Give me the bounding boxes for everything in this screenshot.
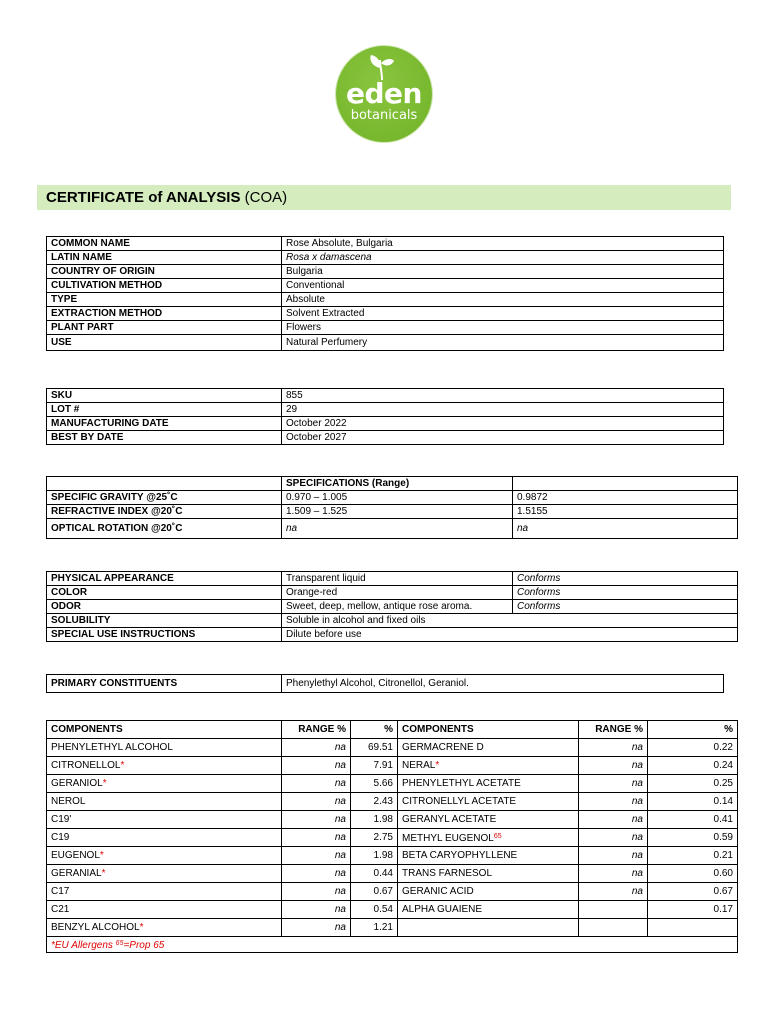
footnote-text: *EU Allergens bbox=[51, 940, 116, 951]
table-row bbox=[47, 335, 724, 351]
allergen-footnote bbox=[47, 937, 738, 953]
spec-range: na bbox=[282, 519, 513, 539]
component-name: METHYL EUGENOL$^{65}$ bbox=[398, 829, 579, 847]
logo-brand-sub: botanicals bbox=[350, 108, 418, 123]
product-info-table bbox=[46, 236, 724, 351]
component-percent: 0.44 bbox=[351, 865, 398, 883]
footnote-sup: 65 bbox=[115, 940, 124, 947]
table-row bbox=[47, 505, 738, 519]
property-label: SOLUBILITY bbox=[47, 614, 282, 628]
title-main: CERTIFICATE of ANALYSIS bbox=[46, 189, 241, 206]
table-row bbox=[47, 279, 724, 293]
table-row bbox=[47, 293, 724, 307]
field-label: PLANT PART bbox=[47, 321, 282, 335]
table-row bbox=[47, 847, 738, 865]
component-name: BETA CARYOPHYLLENE bbox=[398, 847, 579, 865]
component-percent: 2.75 bbox=[351, 829, 398, 847]
component-percent: 0.67 bbox=[351, 883, 398, 901]
logo-brand-name: eden bbox=[346, 77, 422, 110]
component-name: C21 bbox=[47, 901, 282, 919]
component-range: na bbox=[579, 811, 648, 829]
table-row bbox=[47, 307, 724, 321]
component-name: GERANIAL* bbox=[47, 865, 282, 883]
components-header: COMPONENTS bbox=[398, 721, 579, 739]
component-name: PHENYLETHYL ALCOHOL bbox=[47, 739, 282, 757]
table-row bbox=[47, 431, 724, 445]
component-range: na bbox=[282, 739, 351, 757]
eu-allergen-marker: * bbox=[435, 760, 440, 771]
component-range: na bbox=[579, 775, 648, 793]
components-header: COMPONENTS bbox=[47, 721, 282, 739]
components-table bbox=[46, 720, 738, 953]
table-row bbox=[47, 321, 724, 335]
field-value: Solvent Extracted bbox=[282, 307, 724, 321]
property-result: Conforms bbox=[513, 600, 738, 614]
property-value: Transparent liquid bbox=[282, 572, 513, 586]
property-value: Soluble in alcohol and fixed oils bbox=[282, 614, 738, 628]
spec-result: 0.9872 bbox=[513, 491, 738, 505]
spec-result: na bbox=[513, 519, 738, 539]
property-label: PHYSICAL APPEARANCE bbox=[47, 572, 282, 586]
component-name: C17 bbox=[47, 883, 282, 901]
component-percent: 0.14 bbox=[648, 793, 738, 811]
component-range: na bbox=[579, 865, 648, 883]
page-title bbox=[37, 185, 731, 210]
component-percent: 0.60 bbox=[648, 865, 738, 883]
component-percent: 2.43 bbox=[351, 793, 398, 811]
range-header: RANGE % bbox=[579, 721, 648, 739]
component-range: na bbox=[282, 793, 351, 811]
eden-botanicals-logo bbox=[336, 46, 432, 142]
lot-info-table bbox=[46, 388, 724, 445]
component-name: CITRONELLYL ACETATE bbox=[398, 793, 579, 811]
specifications-table bbox=[46, 476, 738, 539]
property-label: COLOR bbox=[47, 586, 282, 600]
component-name: EUGENOL* bbox=[47, 847, 282, 865]
table-row bbox=[47, 883, 738, 901]
table-row bbox=[47, 829, 738, 847]
table-row bbox=[47, 721, 738, 739]
component-percent: 5.66 bbox=[351, 775, 398, 793]
spec-label: REFRACTIVE INDEX @20˚C bbox=[47, 505, 282, 519]
property-label: SPECIAL USE INSTRUCTIONS bbox=[47, 628, 282, 642]
table-row bbox=[47, 937, 738, 953]
component-name: GERANYL ACETATE bbox=[398, 811, 579, 829]
table-row bbox=[47, 403, 724, 417]
percent-header: % bbox=[351, 721, 398, 739]
primary-constituents-value: Phenylethyl Alcohol, Citronellol, Geraniol. bbox=[282, 675, 724, 693]
field-label: CULTIVATION METHOD bbox=[47, 279, 282, 293]
spec-result-header bbox=[513, 477, 738, 491]
component-percent: 0.24 bbox=[648, 757, 738, 775]
component-range: na bbox=[282, 883, 351, 901]
field-label: COMMON NAME bbox=[47, 237, 282, 251]
component-percent: 1.98 bbox=[351, 847, 398, 865]
field-value: 29 bbox=[282, 403, 724, 417]
table-row bbox=[47, 586, 738, 600]
spec-range: 0.970 – 1.005 bbox=[282, 491, 513, 505]
field-label: EXTRACTION METHOD bbox=[47, 307, 282, 321]
spec-range: 1.509 – 1.525 bbox=[282, 505, 513, 519]
component-percent: 1.98 bbox=[351, 811, 398, 829]
component-range: na bbox=[282, 775, 351, 793]
component-name: GERMACRENE D bbox=[398, 739, 579, 757]
table-row bbox=[47, 389, 724, 403]
eu-allergen-marker: * bbox=[120, 760, 125, 771]
table-row bbox=[47, 865, 738, 883]
property-result: Conforms bbox=[513, 586, 738, 600]
percent-header: % bbox=[648, 721, 738, 739]
table-row bbox=[47, 519, 738, 539]
component-range: na bbox=[282, 901, 351, 919]
component-name: ALPHA GUAIENE bbox=[398, 901, 579, 919]
component-percent: 0.59 bbox=[648, 829, 738, 847]
physical-properties-table bbox=[46, 571, 738, 642]
spec-header-empty bbox=[47, 477, 282, 491]
component-range: na bbox=[579, 847, 648, 865]
field-label: BEST BY DATE bbox=[47, 431, 282, 445]
component-range: na bbox=[579, 829, 648, 847]
eu-allergen-marker: * bbox=[139, 922, 144, 933]
component-name: PHENYLETHYL ACETATE bbox=[398, 775, 579, 793]
field-label: MANUFACTURING DATE bbox=[47, 417, 282, 431]
component-percent bbox=[648, 919, 738, 937]
prop65-marker: 65 bbox=[493, 833, 502, 840]
component-percent: 0.41 bbox=[648, 811, 738, 829]
spec-label: SPECIFIC GRAVITY @25˚C bbox=[47, 491, 282, 505]
table-row bbox=[47, 417, 724, 431]
component-name: TRANS FARNESOL bbox=[398, 865, 579, 883]
component-percent: 0.17 bbox=[648, 901, 738, 919]
component-percent: 0.67 bbox=[648, 883, 738, 901]
component-percent: 69.51 bbox=[351, 739, 398, 757]
spec-label: OPTICAL ROTATION @20˚C bbox=[47, 519, 282, 539]
component-percent: 1.21 bbox=[351, 919, 398, 937]
property-label: ODOR bbox=[47, 600, 282, 614]
field-value: Natural Perfumery bbox=[282, 335, 724, 351]
field-label: SKU bbox=[47, 389, 282, 403]
component-name: NERAL* bbox=[398, 757, 579, 775]
component-name: NEROL bbox=[47, 793, 282, 811]
eu-allergen-marker: * bbox=[101, 868, 106, 879]
component-name: BENZYL ALCOHOL* bbox=[47, 919, 282, 937]
field-value: Rosa x damascena bbox=[282, 251, 724, 265]
table-row bbox=[47, 491, 738, 505]
property-value: Dilute before use bbox=[282, 628, 738, 642]
component-range: na bbox=[282, 757, 351, 775]
component-range: na bbox=[282, 829, 351, 847]
component-range: na bbox=[579, 793, 648, 811]
table-row bbox=[47, 614, 738, 628]
table-row bbox=[47, 265, 724, 279]
component-range: na bbox=[579, 739, 648, 757]
table-row bbox=[47, 793, 738, 811]
field-label: TYPE bbox=[47, 293, 282, 307]
component-range: na bbox=[282, 847, 351, 865]
table-row bbox=[47, 919, 738, 937]
table-row bbox=[47, 600, 738, 614]
field-value: Bulgaria bbox=[282, 265, 724, 279]
field-value: 855 bbox=[282, 389, 724, 403]
table-row bbox=[47, 757, 738, 775]
table-row bbox=[47, 572, 738, 586]
component-name: C19 bbox=[47, 829, 282, 847]
component-percent: 0.21 bbox=[648, 847, 738, 865]
table-row bbox=[47, 477, 738, 491]
component-name: CITRONELLOL* bbox=[47, 757, 282, 775]
component-percent: 0.25 bbox=[648, 775, 738, 793]
spec-header: SPECIFICATIONS (Range) bbox=[282, 477, 513, 491]
field-label: USE bbox=[47, 335, 282, 351]
table-row bbox=[47, 628, 738, 642]
table-row bbox=[47, 811, 738, 829]
component-range: na bbox=[282, 811, 351, 829]
component-range: na bbox=[579, 883, 648, 901]
property-value: Sweet, deep, mellow, antique rose aroma. bbox=[282, 600, 513, 614]
component-range bbox=[579, 901, 648, 919]
primary-constituents-table bbox=[46, 674, 724, 693]
field-label: LATIN NAME bbox=[47, 251, 282, 265]
title-suffix: (COA) bbox=[244, 189, 288, 206]
eu-allergen-marker: * bbox=[99, 850, 104, 861]
component-name: C19' bbox=[47, 811, 282, 829]
field-value: Absolute bbox=[282, 293, 724, 307]
component-name: GERANIC ACID bbox=[398, 883, 579, 901]
table-row bbox=[47, 675, 724, 693]
field-value: Flowers bbox=[282, 321, 724, 335]
eu-allergen-marker: * bbox=[102, 778, 107, 789]
component-range: na bbox=[282, 919, 351, 937]
component-range: na bbox=[282, 865, 351, 883]
field-value: October 2027 bbox=[282, 431, 724, 445]
component-name: GERANIOL* bbox=[47, 775, 282, 793]
table-row bbox=[47, 775, 738, 793]
component-percent: 7.91 bbox=[351, 757, 398, 775]
spec-result: 1.5155 bbox=[513, 505, 738, 519]
component-name bbox=[398, 919, 579, 937]
component-range: na bbox=[579, 757, 648, 775]
field-value: October 2022 bbox=[282, 417, 724, 431]
table-row bbox=[47, 251, 724, 265]
field-label: LOT # bbox=[47, 403, 282, 417]
footnote-text-post: =Prop 65 bbox=[123, 940, 165, 951]
table-row bbox=[47, 901, 738, 919]
component-percent: 0.22 bbox=[648, 739, 738, 757]
table-row bbox=[47, 739, 738, 757]
property-result: Conforms bbox=[513, 572, 738, 586]
property-value: Orange-red bbox=[282, 586, 513, 600]
component-percent: 0.54 bbox=[351, 901, 398, 919]
field-label: COUNTRY OF ORIGIN bbox=[47, 265, 282, 279]
component-range bbox=[579, 919, 648, 937]
primary-constituents-label: PRIMARY CONSTITUENTS bbox=[47, 675, 282, 693]
range-header: RANGE % bbox=[282, 721, 351, 739]
field-value: Rose Absolute, Bulgaria bbox=[282, 237, 724, 251]
table-row bbox=[47, 237, 724, 251]
field-value: Conventional bbox=[282, 279, 724, 293]
